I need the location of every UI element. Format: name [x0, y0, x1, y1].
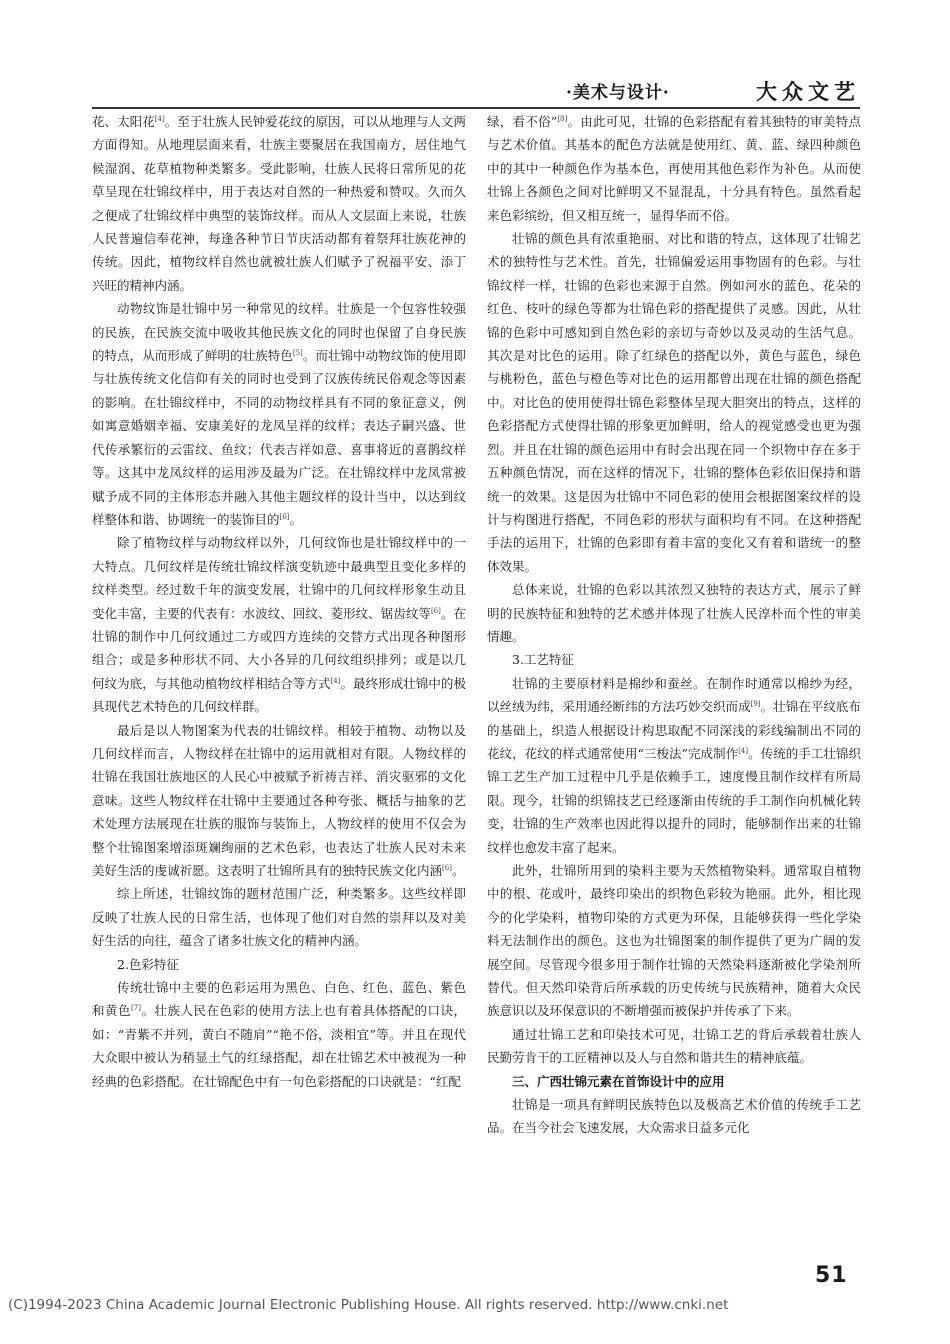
page-number: 51: [815, 1263, 848, 1288]
right-column: [487, 110, 861, 1140]
section-heading: [487, 1070, 861, 1093]
citation: [4]: [154, 114, 165, 123]
text-run: 2.色彩特征: [117, 956, 179, 972]
citation: [6]: [279, 512, 290, 521]
text-run: 。在壮锦的制作中几何纹通过二方或四方连续的交替方式出现各种图形组合；或是多种形状不同、大小各异的几何纹组织排列；或是以几何纹为底，与其他动植物纹样相结合等方式: [92, 605, 466, 691]
paragraph: [487, 859, 861, 1023]
paragraph: [92, 110, 466, 297]
section-label: ·美术与设计·: [566, 83, 670, 103]
paragraph: [92, 297, 466, 531]
text-run: 总体来说，壮锦的色彩以其浓烈又独特的表达方式，展示了鲜明的民族特征和独特的艺术感并体现了壮族人民淳朴而个性的审美情趣。: [487, 582, 861, 644]
citation: [8]: [557, 114, 568, 123]
text-run: 壮锦的主要原材料是棉纱和蚕丝。在制作时通常以棉纱为经，以丝绒为纬，采用通经断纬的方法巧妙交织而成: [487, 675, 861, 715]
paragraph: [92, 882, 466, 952]
citation: [6]: [430, 606, 441, 615]
text-run: 绿，看不俗”: [487, 114, 558, 129]
text-run: 3.工艺特征: [512, 652, 574, 668]
text-run: 壮锦的颜色具有浓重艳丽、对比和谐的特点，这体现了壮锦艺术的独特性与艺术性。首先，壮锦偏爱运用事物固有的色彩。与壮锦纹样一样，壮锦的色彩也来源于自然。例如河水的蓝色、花朵的红色、枝叶的绿色等都为壮锦色彩的搭配提供了灵感。因此，从壮锦的色彩中可感知到自然色彩的亲切与奇妙以及灵动的生活气息。其次是对比色的运用。除了红绿色的搭配以外，黄色与蓝色，绿色与桃粉色，蓝色与橙色等对比色的运用都曾出现在壮锦的颜色搭配中。对比色的使用使得壮锦色彩整体呈现大胆突出的特点，这样的色彩搭配方式使得壮锦的形象更加鲜明，给人的视觉感受也更为强烈。并且在壮锦的颜色运用中有时会出现在同一个织物中存在多于五种颜色情况，而在这样的情况下，壮锦的整体色彩依旧保持和谐统一的效果。这是因为壮锦中不同色彩的使用会根据图案纹样的设计与构图进行搭配，不同色彩的形状与面积均有不同。在这种搭配手法的运用下，壮锦的色彩即有着丰富的变化又有着和谐统一的整体效果。: [487, 231, 861, 574]
citation: [4]: [738, 746, 749, 755]
text-run: 三、广西壮锦元素在首饰设计中的应用: [512, 1073, 725, 1089]
text-run: 此外，壮锦所用到的染料主要为天然植物染料。通常取自植物中的根、花或叶，最终印染出的织物色彩较为艳丽。此外，相比现今的化学染料，植物印染的方式更为环保，且能够获得一些化学染料无法制作出的颜色。这也为壮锦图案的制作提供了更为广阔的发展空间。尽管现今很多用于制作壮锦的天然染料逐渐被化学染剂所替代。但天然印染背后所承载的历史传统与民族精神，随着大众民族意识以及环保意识的不断增强而被保护并传承了下来。: [487, 863, 861, 1019]
header-rule: [92, 107, 860, 109]
paragraph: [92, 719, 466, 883]
citation: [5]: [292, 348, 303, 357]
journal-title: 大众文艺: [756, 79, 860, 104]
paragraph: [487, 1093, 861, 1140]
text-run: 。而壮锦中动物纹饰的使用即与壮族传统文化信仰有关的同时也受到了汉族传统民俗观念等因素的影响。在壮锦纹样中，不同的动物纹样具有不同的象征意义，例如寓意婚姻幸福、安康美好的龙凤呈祥的纹样；表达子嗣兴盛、世代传承繁衍的云雷纹、鱼纹；代表吉祥如意、喜事将近的喜鹊纹样等。这其中龙凤纹样的运用涉及最为广泛。在壮锦纹样中龙凤常被赋予成不同的主体形态并融入其他主题纹样的设计当中，以达到纹样整体和谐、协调统一的装饰目的: [92, 348, 466, 527]
paragraph: [92, 531, 466, 718]
left-column: [92, 110, 466, 1093]
paragraph: [92, 976, 466, 1093]
paragraph: [487, 672, 861, 859]
text-run: 综上所述，壮锦纹饰的题材范围广泛，种类繁多。这些纹样即反映了壮族人民的日常生活，也体现了他们对自然的崇拜以及对美好生活的向往，蕴含了诸多壮族文化的精神内涵。: [92, 886, 466, 949]
text-run: 花、太阳花: [92, 114, 155, 129]
text-run: 。由此可见，壮锦的色彩搭配有着其独特的审美特点与艺术价值。其基本的配色方法就是使用红、黄、蓝、绿四种颜色中的其中一种颜色作为基本色，再使用其他色彩作为补色。从而使壮锦上各颜色之间对比鲜明又不显混乱，十分具有特色。虽然看起来色彩缤纷，但又相互统一，显得华而不俗。: [487, 114, 861, 223]
citation: [6]: [442, 863, 452, 872]
text-run: 。传统的手工壮锦织锦工艺生产加工过程中几乎是依赖手工，速度慢且制作纹样有所局限。现今，壮锦的织锦技艺已经逐渐由传统的手工制作向机械化转变，壮锦的生产效率也因此得以提升的同时，能够制作出来的壮锦纹样也愈发丰富了起来。: [487, 745, 861, 855]
text-run: 通过壮锦工艺和印染技术可见，壮锦工艺的背后承载着壮族人民勤劳肯干的工匠精神以及人与自然和谐共生的精神底蕴。: [487, 1026, 861, 1066]
text-run: 传统壮锦中主要的色彩运用为黑色、白色、红色、蓝色、紫色和黄色: [92, 980, 466, 1019]
text-run: 。至于壮族人民钟爱花纹的原因，可以从地理与人文两方面得知。从地理层面来看，壮族主要聚居在我国南方，居住地气候湿润、花草植物种类繁多。受此影响，壮族人民将日常所见的花草呈现在壮锦纹样中，用于表达对自然的一种热爱和赞叹。久而久之便成了壮锦纹样中典型的装饰纹样。而从人文层面上来说，壮族人民普遍信奉花神，每逢各种节日节庆活动都有着祭拜壮族花神的传统。因此，植物纹样自然也就被壮族人们赋予了祝福平安、添丁兴旺的精神内涵。: [92, 114, 466, 293]
paragraph: [487, 578, 861, 648]
citation: [7]: [131, 1004, 141, 1013]
text-run: 。壮族人民在色彩的使用方法上也有着具体搭配的口诀，如：“青紫不并列，黄白不随肩”“艳不俗，淡相宜”等。并且在现代大众眼中被认为稍显土气的红绿搭配，却在壮锦艺术中被视为一种经典的色彩搭配。在壮锦配色中有一句色彩搭配的口诀就是：“红配: [92, 1003, 466, 1089]
copyright-footer: (C)1994-2023 China Academic Journal Electronic Publishing House. All rights reserved. http://www.cnki.net: [8, 1297, 729, 1313]
running-header: [560, 76, 860, 106]
paragraph: [487, 227, 861, 578]
subsection-heading: [487, 648, 861, 671]
citation: [4]: [330, 676, 341, 685]
text-run: 动物纹饰是壮锦中另一种常见的纹样。壮族是一个包容性较强的民族，在民族交流中吸收其他民族文化的同时也保留了自身民族的特点，从而形成了鲜明的壮族特色: [92, 301, 466, 364]
text-run: 壮锦是一项具有鲜明民族特色以及极高艺术价值的传统手工艺品。在当今社会飞速发展，大众需求日益多元化: [487, 1097, 861, 1136]
text-run: 。壮锦在平纹底布的基础上，织造人根据设计构思取配不同深浅的彩线编制出不同的花纹，花纹的样式通常使用“三梭法”完成制作: [487, 699, 861, 761]
text-run: 。最终形成壮锦中的极具现代艺术特色的几何纹样群。: [92, 675, 466, 715]
text-run: 除了植物纹样与动物纹样以外，几何纹饰也是壮锦纹样中的一大特点。几何纹样是传统壮锦纹样演变轨迹中最典型且变化多样的纹样类型。经过数千年的演变发展，壮锦中的几何纹样形象生动且变化丰富，主要的代表有：水波纹、回纹、菱形纹、锯齿纹等: [92, 535, 466, 621]
text-run: 。: [451, 863, 465, 878]
paragraph: [487, 1023, 861, 1070]
text-run: 。: [289, 511, 302, 527]
subsection-heading: [92, 953, 466, 976]
text-run: 最后是以人物图案为代表的壮锦纹样。相较于植物、动物以及几何纹样而言，人物纹样在壮锦中的运用就相对有限。人物纹样的壮锦在我国壮族地区的人民心中被赋予祈祷吉祥、消灾驱邪的文化意味。这些人物纹样在壮锦中主要通过各种夸张、概括与抽象的艺术处理方法展现在壮族的服饰与装饰上，人物纹样的使用不仅会为整个壮锦图案增添斑斓绚丽的艺术色彩，也表达了壮族人民对未来美好生活的虔诚祈愿。这表明了壮锦所具有的独特民族文化内涵: [92, 722, 466, 878]
citation: [9]: [750, 700, 761, 708]
paragraph: [487, 110, 861, 227]
